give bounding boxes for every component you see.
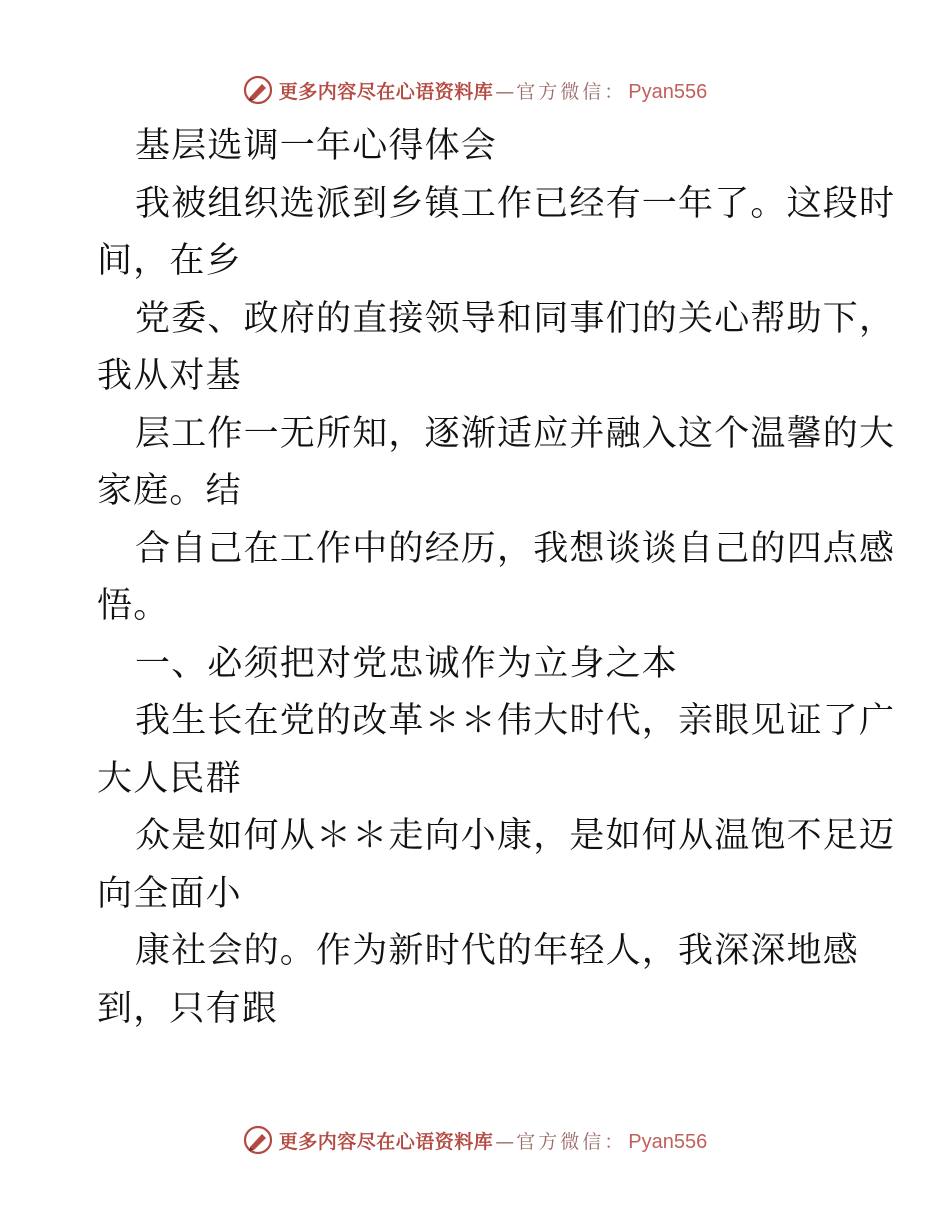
header-watermark-banner (0, 70, 950, 110)
text-line: 家庭。结 (97, 471, 242, 511)
text-line: 我被组织选派到乡镇工作已经有一年了。这段时 (135, 183, 896, 224)
document-body (97, 118, 896, 1038)
footer-watermark-banner (0, 1120, 950, 1160)
text-line: 层工作一无所知，逐渐适应并融入这个温馨的大 (135, 413, 896, 454)
section-heading: 一、必须把对党忠诚作为立身之本 (135, 643, 679, 684)
text-line: 向全面小 (97, 873, 242, 914)
text-line: 间，在乡 (97, 241, 242, 281)
watermark-wechat-label: 官方微信： (516, 80, 627, 103)
text-line: 悟。 (97, 586, 170, 626)
text-line: 康社会的。作为新时代的年轻人，我深深地感 (135, 931, 860, 971)
text-line: 党委、政府的直接领导和同事们的关心帮助下， (135, 298, 896, 339)
text-line: 我生长在党的改革＊＊伟大时代，亲眼见证了广 (135, 701, 896, 741)
watermark-dash: — (495, 80, 515, 103)
pen-logo-icon (243, 75, 273, 105)
watermark-lead: 更多内容尽在心语资料库 (278, 1130, 494, 1153)
watermark-wechat-label: 官方微信： (516, 1130, 627, 1153)
header-watermark-text (279, 77, 708, 104)
document-title: 基层选调一年心得体会 (135, 126, 498, 166)
watermark-wechat-id: Pyan556 (628, 80, 708, 103)
watermark-dash: — (495, 1130, 515, 1153)
footer-watermark-text (279, 1127, 708, 1154)
text-line: 我从对基 (97, 356, 242, 396)
watermark-wechat-id: Pyan556 (628, 1130, 708, 1153)
pen-logo-icon (243, 1125, 273, 1155)
watermark-lead: 更多内容尽在心语资料库 (278, 80, 494, 103)
text-line: 众是如何从＊＊走向小康，是如何从温饱不足迈 (135, 816, 896, 856)
text-line: 大人民群 (97, 758, 242, 799)
text-line: 到，只有跟 (97, 988, 279, 1029)
text-line: 合自己在工作中的经历，我想谈谈自己的四点感 (135, 528, 896, 569)
